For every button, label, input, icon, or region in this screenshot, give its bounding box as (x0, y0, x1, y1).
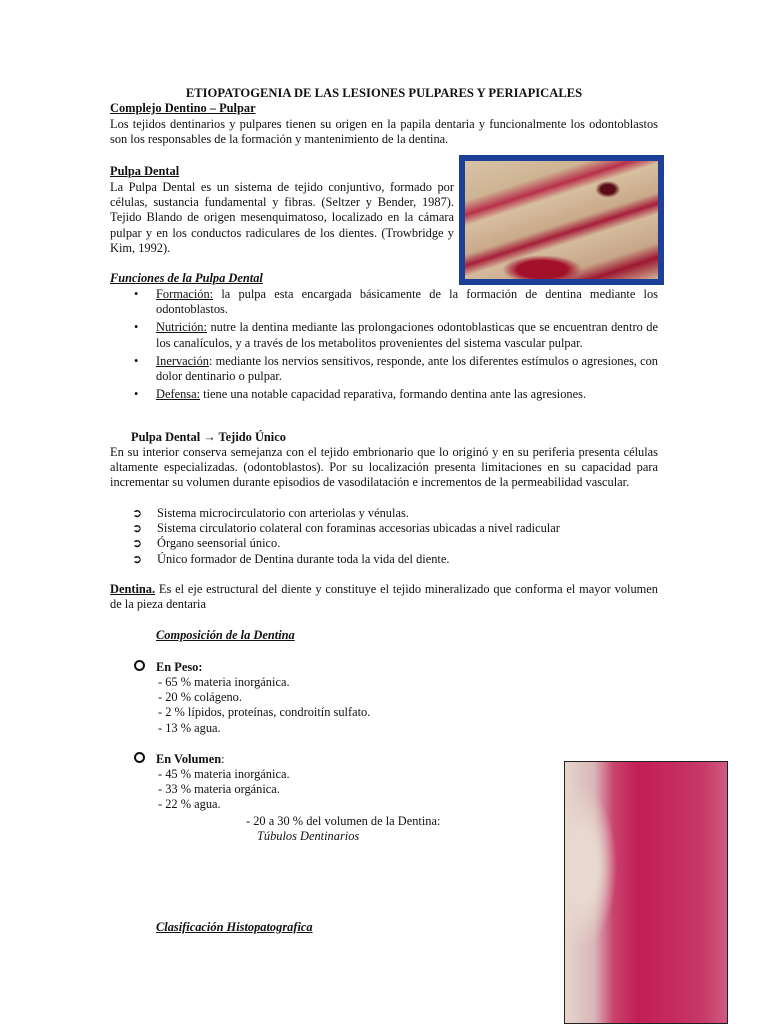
page-title: ETIOPATOGENIA DE LAS LESIONES PULPARES Y PERIAPICALES (185, 86, 583, 100)
list-item: • Defensa: tiene una notable capacidad reparativa, formando dentina ante las agresiones. (134, 387, 587, 402)
paragraph-complejo: Los tejidos dentinarios y pulpares tienen su origen en la papila dentaria y funcionalmente los odontoblastos son los responsables de la formación y mantenimiento de la dentina. (110, 117, 658, 147)
circle-bullet-icon (134, 660, 145, 675)
arrow-bullet-icon: ➲ (132, 521, 143, 536)
funciones-list (110, 287, 658, 402)
volumen-list (158, 767, 290, 813)
pulpa-histology-image (459, 155, 664, 285)
list-item: ➲ Sistema microcirculatorio con arteriolas y vénulas. (132, 506, 409, 520)
tubulos-label: Túbulos Dentinarios (257, 829, 360, 843)
arrow-bullet-icon: ➲ (132, 506, 143, 520)
arrow-bullet-icon: ➲ (132, 551, 143, 566)
list-item: - 33 % materia orgánica. (158, 782, 280, 797)
list-item: - 65 % materia inorgánica. (158, 675, 290, 689)
arrow-right-icon: → (203, 430, 216, 444)
bullet-icon: • (134, 320, 139, 335)
label-en-volumen: En Volumen: (156, 752, 225, 766)
list-item: - 45 % materia inorgánica. (158, 767, 290, 781)
dentina-histology-image (564, 761, 728, 1024)
paragraph-pulpa-dental: La Pulpa Dental es un sistema de tejido conjuntivo, formado por células, sustancia fundamental y fibras. (Seltzer y Bender, 1987). Tejido Blando de origen mesenquimatoso, localizado en la cámara pulpar y en los conductos radiculares de los dientes. (Trowbridge y Kim, 1992). (110, 180, 454, 255)
heading-pulpa-dental: Pulpa Dental (110, 164, 180, 178)
paragraph-tejido-unico: En su interior conserva semejanza con el tejido embrionario que lo originó y en su periferia presenta células altamente especializadas. (odontoblastos). Por su localización presenta limitaciones en su capacidad para incrementar su volumen durante episodios de vasodilatación e incrementos de la permeabilidad vascular. (110, 445, 658, 490)
list-item: • Inervación: mediante los nervios sensitivos, responde, ante los diferentes estímulos o agresiones, con dolor dentinario o pulpar. (134, 353, 658, 384)
list-item: - 22 % agua. (158, 797, 221, 812)
list-item: ➲ Único formador de Dentina durante toda la vida del diente. (132, 551, 450, 566)
tubulos-line: - 20 a 30 % del volumen de la Dentina: (246, 814, 441, 828)
tejido-unico-list (110, 506, 658, 567)
circle-bullet-icon (134, 752, 145, 767)
list-item: ➲ Sistema circulatorio colateral con foraminas accesorias ubicadas a nivel radicular (132, 521, 560, 536)
bullet-icon: • (134, 387, 139, 402)
heading-tejido-unico: Pulpa Dental → Tejido Único (131, 430, 286, 444)
label-en-peso: En Peso: (156, 660, 203, 674)
list-item: ➲ Órgano seensorial único. (132, 536, 281, 551)
heading-funciones: Funciones de la Pulpa Dental (110, 271, 263, 285)
bullet-icon: • (134, 287, 139, 301)
list-item: • Formación: la pulpa esta encargada básicamente de la formación de dentina mediante los odontoblastos. (134, 287, 658, 317)
list-item: - 20 % colágeno. (158, 690, 242, 705)
heading-complejo-dentino-pulpar: Complejo Dentino – Pulpar (110, 101, 256, 115)
arrow-bullet-icon: ➲ (132, 536, 143, 551)
list-item: - 2 % lípidos, proteínas, condroitín sulfato. (158, 705, 371, 720)
bullet-icon: • (134, 353, 139, 368)
heading-composicion: Composición de la Dentina (156, 628, 295, 642)
peso-list (158, 675, 370, 736)
list-item: - 13 % agua. (158, 720, 221, 735)
paragraph-dentina: Dentina. Es el eje estructural del diente y constituye el tejido mineralizado que conforma el mayor volumen de la pieza dentaria (110, 582, 658, 612)
list-item: • Nutrición: nutre la dentina mediante las prolongaciones odontoblasticas que se encuentran dentro de los canalículos, y a través de los metabolitos provenientes del sistema vascular pulpar. (134, 320, 658, 350)
heading-clasificacion: Clasificación Histopatografica (156, 920, 313, 934)
